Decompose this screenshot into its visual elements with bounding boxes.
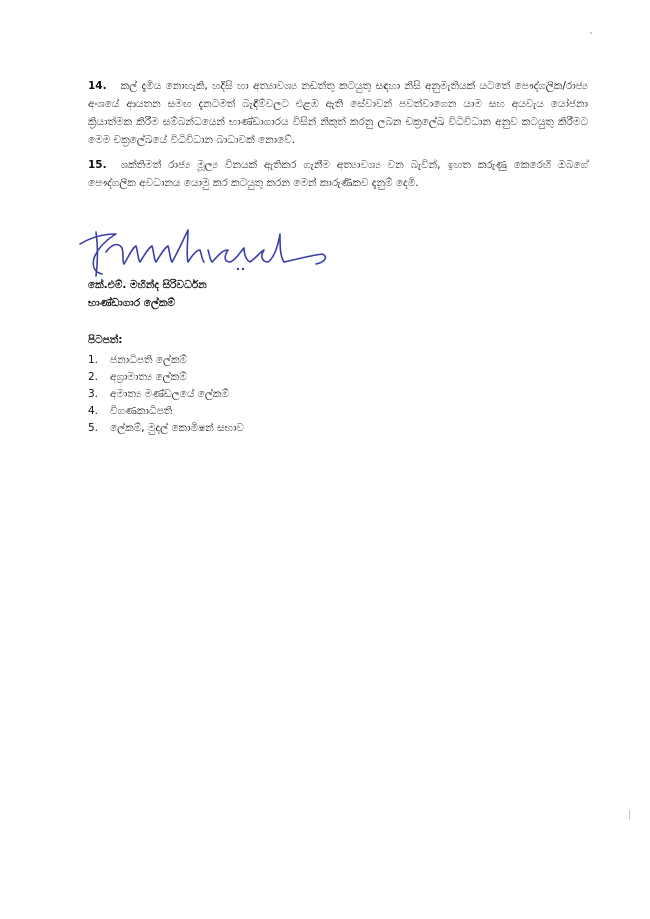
paragraph-14 bbox=[88, 77, 588, 149]
scan-speck bbox=[629, 810, 630, 820]
list-item-label: ජනාධිපති ලේකම් bbox=[110, 354, 188, 366]
handwritten-signature bbox=[72, 222, 332, 282]
list-item-number: 1. bbox=[88, 354, 99, 366]
list-item bbox=[88, 352, 244, 369]
copies-list bbox=[88, 352, 244, 437]
list-item bbox=[88, 420, 244, 437]
list-item bbox=[88, 386, 244, 403]
list-item-label: විගණකාධිපති bbox=[110, 405, 173, 417]
signatory-name: කේ.එම්. මහින්ද සිරිවර්ධන bbox=[88, 279, 207, 291]
list-item bbox=[88, 403, 244, 420]
list-item-label: අග්‍රාමාත්‍ය ලේකම් bbox=[110, 371, 187, 383]
list-item-label: ලේකම්, මුදල් කොමිෂන් සභාව bbox=[110, 422, 244, 434]
paragraph-15 bbox=[88, 156, 588, 192]
list-item-number: 5. bbox=[88, 422, 99, 434]
list-item bbox=[88, 369, 244, 386]
paragraph-text: ශක්තිමත් රාජ්‍ය මූල්‍ය විනයක් ඇතිකර ගැනීම අත්‍යාවශ්‍ය වන බැවින්, ඉහත කරුණු කෙරෙහි ඔබගේ පෞද්ගලික අවධානය යොමු කර කටයුතු කරන මෙන් කාරුණිකව දැනුම් දෙමි. bbox=[88, 159, 588, 189]
paragraph-number: 14. bbox=[88, 80, 107, 92]
list-item-number: 2. bbox=[88, 371, 99, 383]
scan-speck bbox=[590, 32, 592, 34]
paragraph-number: 15. bbox=[88, 159, 107, 171]
list-item-number: 4. bbox=[88, 405, 99, 417]
list-item-number: 3. bbox=[88, 388, 99, 400]
copies-heading: පිටපත්: bbox=[88, 334, 123, 346]
list-item-label: අමාත්‍ය මණ්ඩලයේ ලේකම් bbox=[110, 388, 229, 400]
paragraph-text: කල් දැමිය නොහැකි, හදිසි හා අත්‍යාවශ්‍ය නඩත්තු කටයුතු සඳහා නිසි අනුමැතියක් යටතේ පෞද්ගලික/රාජ්‍ය අංශයේ ආයතන සමඟ දැනටමත් බැඳීම්වලට එළඹ ඇති සේවාවන් පවත්වාගෙන යාම සහ අයවැය යෝජනා ක්‍රියාත්මක කිරීම සම්බන්ධයෙන් භාණ්ඩාගාරය විසින් නිකුත් කරනු ලබන චක්‍රලේඛ විධිවිධාන අනුව කටයුතු කිරීමට මෙම චක්‍රලේඛයේ විධිවිධාන බාධාවක් නොවේ. bbox=[88, 80, 588, 146]
signatory-title: භාණ්ඩාගාර ලේකම් bbox=[88, 297, 175, 309]
